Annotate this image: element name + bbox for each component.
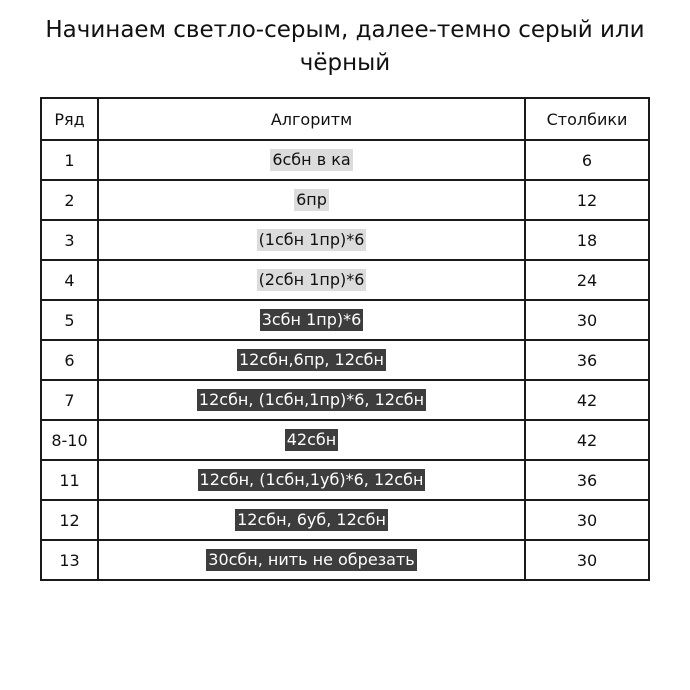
algorithm-text: 6сбн в ка [272,150,351,169]
algorithm-cell [98,500,525,540]
stitches-cell: 24 [525,260,649,300]
row-number-cell: 6 [41,340,98,380]
table-body [41,140,649,580]
header-algorithm: Алгоритм [98,98,525,140]
row-number-cell: 1 [41,140,98,180]
algorithm-cell [98,140,525,180]
row-number-cell: 3 [41,220,98,260]
algorithm-text: 12сбн, 6уб, 12сбн [237,510,386,529]
row-number-cell: 12 [41,500,98,540]
stitches-cell: 6 [525,140,649,180]
title-line-2: чёрный [299,50,391,76]
row-number-cell: 7 [41,380,98,420]
page-title [0,14,690,80]
stitches-cell: 36 [525,340,649,380]
algorithm-cell [98,420,525,460]
table-row [41,380,649,420]
table-row [41,500,649,540]
stitches-cell: 42 [525,380,649,420]
stitches-cell: 36 [525,460,649,500]
algorithm-text: (2сбн 1пр)*6 [258,270,365,289]
algorithm-text: 6пр [296,190,327,209]
row-number-cell: 8-10 [41,420,98,460]
algorithm-text: 3сбн 1пр)*6 [261,310,362,329]
algorithm-cell [98,300,525,340]
table-row [41,540,649,580]
table-row [41,180,649,220]
title-line-1: Начинаем светло-серым, далее-темно серый или [45,17,645,43]
row-number-cell: 13 [41,540,98,580]
algorithm-cell [98,540,525,580]
algorithm-cell [98,180,525,220]
algorithm-text: 42сбн [286,430,337,449]
algorithm-text: 12сбн, (1сбн,1уб)*6, 12сбн [199,470,424,489]
algorithm-text: 12сбн,6пр, 12сбн [238,350,385,369]
algorithm-cell [98,260,525,300]
stitches-cell: 30 [525,300,649,340]
stitches-cell: 18 [525,220,649,260]
header-stitches: Столбики [525,98,649,140]
algorithm-text: 30сбн, нить не обрезать [208,550,415,569]
stitches-cell: 30 [525,540,649,580]
header-row-number: Ряд [41,98,98,140]
row-number-cell: 2 [41,180,98,220]
table-row [41,460,649,500]
row-number-cell: 5 [41,300,98,340]
algorithm-cell [98,380,525,420]
table-row [41,220,649,260]
table-row [41,300,649,340]
algorithm-cell [98,220,525,260]
row-number-cell: 4 [41,260,98,300]
algorithm-text: (1сбн 1пр)*6 [258,230,365,249]
row-number-cell: 11 [41,460,98,500]
pattern-table [40,97,650,581]
algorithm-cell [98,340,525,380]
table-row [41,340,649,380]
table-row [41,140,649,180]
stitches-cell: 42 [525,420,649,460]
table-row [41,260,649,300]
table-row [41,420,649,460]
stitches-cell: 30 [525,500,649,540]
algorithm-text: 12сбн, (1сбн,1пр)*6, 12сбн [198,390,425,409]
table-header-row [41,98,649,140]
algorithm-cell [98,460,525,500]
stitches-cell: 12 [525,180,649,220]
